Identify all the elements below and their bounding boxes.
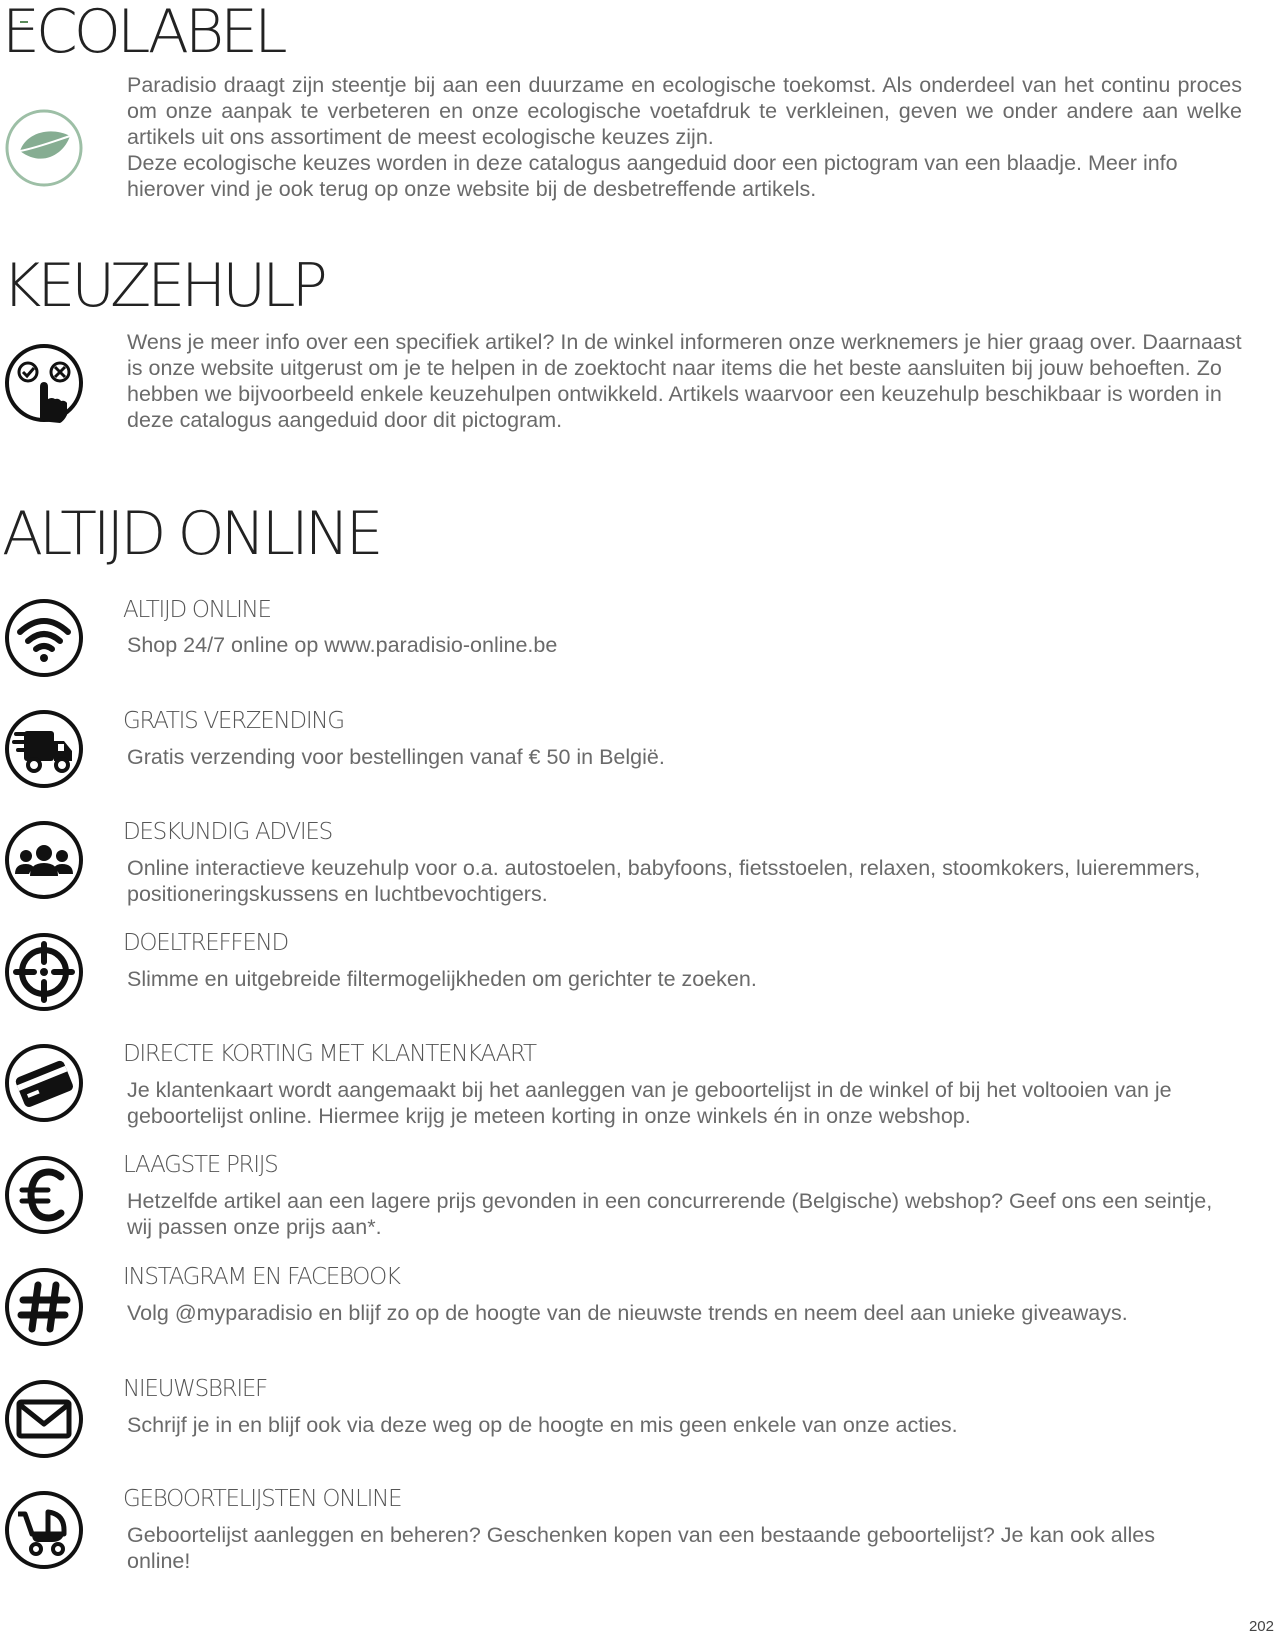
feature-text-laagste-prijs: Hetzelfde artikel aan een lagere prijs gevonden in een concurrerende (Belgische) webshop? Geef ons een seintje, wij passen onze prijs aan*. [127, 1189, 1213, 1239]
delivery-truck-icon [4, 709, 84, 789]
ecolabel-text [127, 72, 1242, 202]
feature-title-gratis-verzending: GRATIS VERZENDING [123, 708, 344, 734]
feature-text-directe-korting: Je klantenkaart wordt aangemaakt bij het aanleggen van je geboortelijst in de winkel of bij het voltooien van je geboortelijst online. Hiermee krijg je meteen korting in onze winkels én in onze webshop. [127, 1078, 1172, 1128]
feature-title-directe-korting: DIRECTE KORTING MET KLANTENKAART [123, 1041, 536, 1067]
feature-title-deskundig-advies: DESKUNDIG ADVIES [123, 819, 332, 845]
target-icon [4, 932, 84, 1012]
feature-title-geboortelijsten-online: GEBOORTELIJSTEN ONLINE [123, 1486, 402, 1512]
keuzehulp-text: Wens je meer info over een specifiek artikel? In de winkel informeren onze werknemers je hier graag over. Daarnaast is onze website uitgerust om je te helpen in de zoektocht naar items die het beste aansluiten bij jouw behoeften. Zo hebben we bijvoorbeeld enkele keuzehulpen ontwikkeld. Artikels waarvoor een keuzehulp beschikbaar is worden in deze catalogus aangeduid door dit pictogram. [127, 330, 1242, 432]
feature-title-altijd-online: ALTIJD ONLINE [123, 597, 271, 623]
hashtag-icon [4, 1267, 84, 1347]
feature-title-instagram-facebook: INSTAGRAM EN FACEBOOK [123, 1264, 400, 1290]
feature-title-doeltreffend: DOELTREFFEND [123, 930, 288, 956]
choice-hand-icon [4, 343, 84, 423]
wifi-icon [4, 598, 84, 678]
feature-title-nieuwsbrief: NIEUWSBRIEF [123, 1376, 267, 1402]
ecolabel-paragraph-2: Deze ecologische keuzes worden in deze catalogus aangeduid door een pictogram van een blaadje. Meer info hierover vind je ook terug op onze website bij de desbetreffende artikels. [127, 151, 1178, 201]
ecolabel-paragraph-1: Paradisio draagt zijn steentje bij aan een duurzame en ecologische toekomst. Als onderdeel van het continu proces om onze aanpak te verbeteren en onze ecologische voetafdruk te verkleinen, geven we onder andere aan welke artikels uit ons assortiment de meest ecologische keuzes zijn. [127, 73, 1242, 149]
credit-card-icon [4, 1043, 84, 1123]
feature-text-geboortelijsten-online: Geboortelijst aanleggen en beheren? Geschenken kopen van een bestaande geboortelijst? Je kan ook alles online! [127, 1523, 1155, 1573]
keuzehulp-heading: KEUZEHULP [2, 251, 324, 321]
stroller-icon [4, 1490, 84, 1570]
feature-text-doeltreffend: Slimme en uitgebreide filtermogelijkheden om gerichter te zoeken. [127, 967, 757, 991]
envelope-icon [4, 1379, 84, 1459]
feature-title-laagste-prijs: LAAGSTE PRIJS [123, 1152, 278, 1178]
feature-text-deskundig-advies: Online interactieve keuzehulp voor o.a. autostoelen, babyfoons, fietsstoelen, relaxen, stoomkokers, luieremmers, positioneringskussens en luchtbevochtigers. [127, 856, 1201, 906]
feature-text-nieuwsbrief: Schrijf je in en blijf ook via deze weg op de hoogte en mis geen enkele van onze acties. [127, 1413, 958, 1437]
euro-icon [4, 1155, 84, 1235]
ecolabel-heading: ECOLABEL [2, 0, 284, 67]
feature-text-altijd-online: Shop 24/7 online op www.paradisio-online.be [127, 633, 558, 657]
page-number: 202 [1248, 1618, 1274, 1635]
feature-text-instagram-facebook: Volg @myparadisio en blijf zo op de hoogte van de nieuwste trends en neem deel aan unieke giveaways. [127, 1301, 1128, 1325]
feature-text-gratis-verzending: Gratis verzending voor bestellingen vanaf € 50 in België. [127, 745, 665, 769]
leaf-icon [4, 108, 84, 188]
people-group-icon [4, 820, 84, 900]
altijd-online-heading: ALTIJD ONLINE [2, 499, 380, 569]
